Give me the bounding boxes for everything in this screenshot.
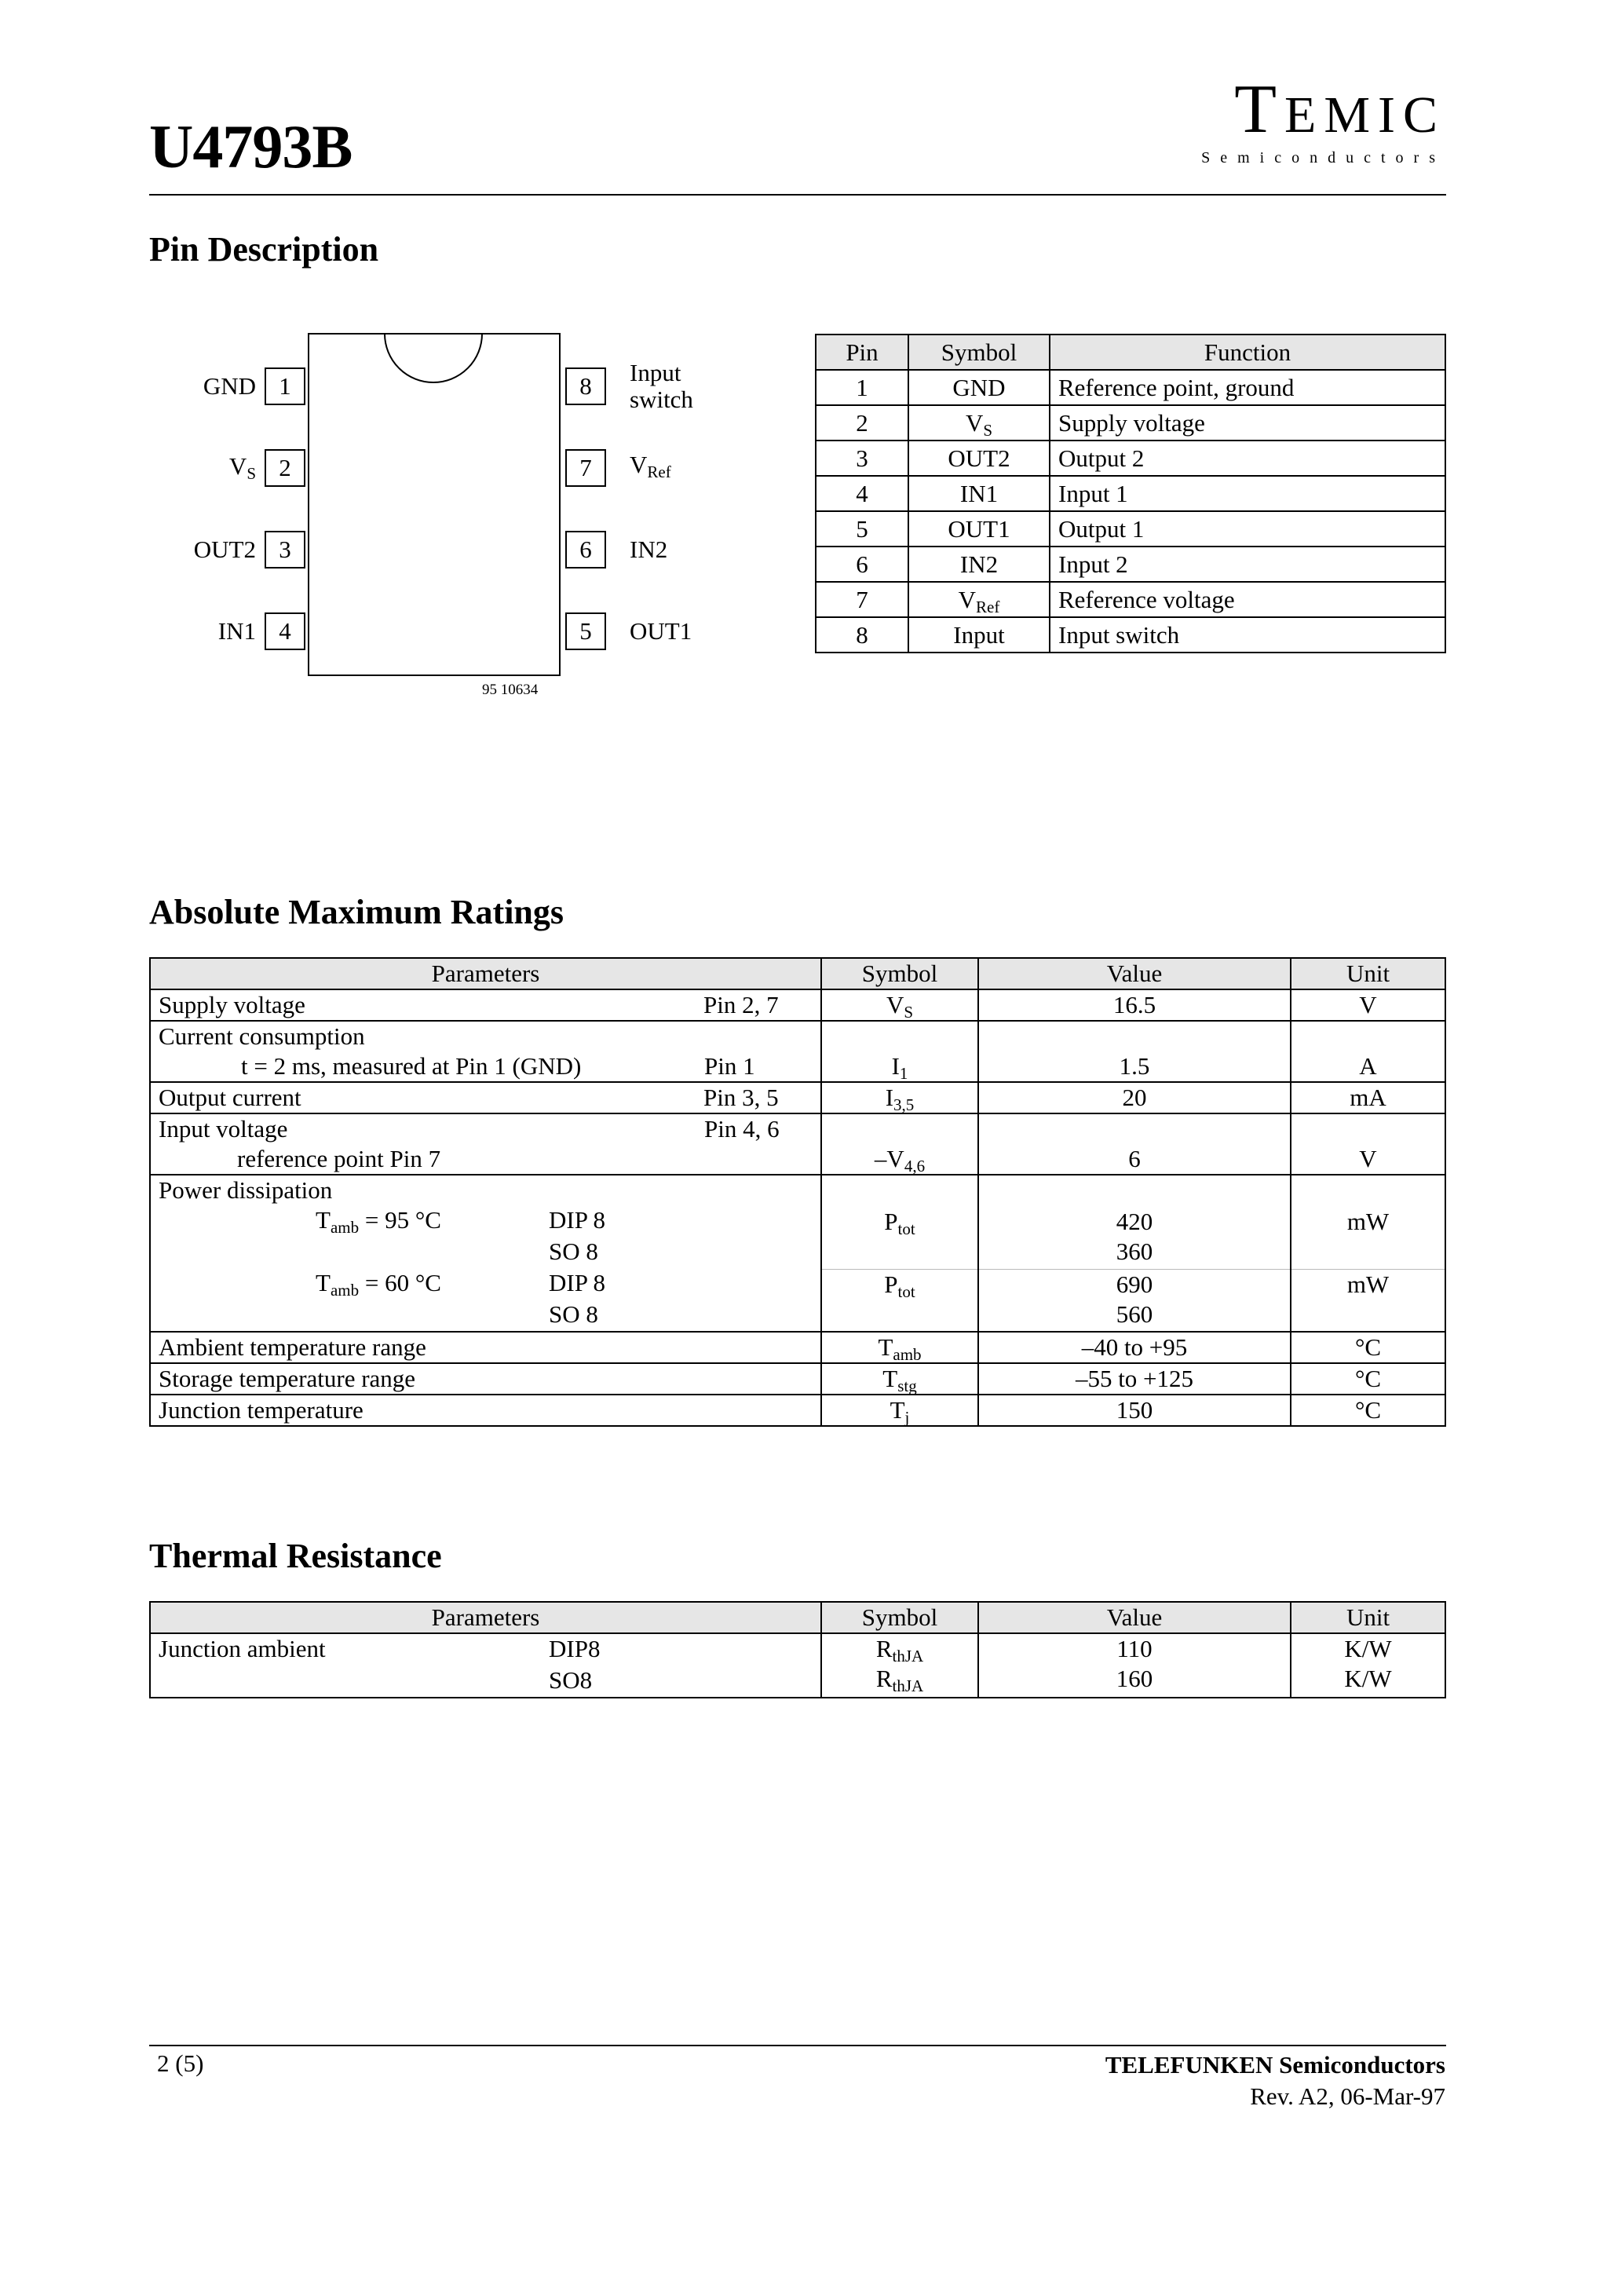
cell-value: 16.5 <box>978 989 1291 1021</box>
brand-name: TEMIC <box>1234 71 1445 148</box>
pin-label-vs: $V_S$ <box>228 452 256 483</box>
cell-function: Output 1 <box>1050 511 1445 547</box>
table-row <box>816 511 1445 547</box>
cell-symbol: IN2 <box>908 547 1050 582</box>
table-row <box>150 1395 1445 1426</box>
pin-number-6: 6 <box>565 531 606 569</box>
table-row <box>816 547 1445 582</box>
cell-unit: mA <box>1291 1082 1445 1113</box>
cell-symbol: OUT2 <box>908 441 1050 476</box>
cell-unit: K/W K/W <box>1291 1633 1445 1698</box>
cell-pin: 2 <box>816 405 908 441</box>
brand-subtitle: Semiconductors <box>1201 149 1445 166</box>
cell-symbol: $T_j$ <box>821 1395 978 1426</box>
cell-parameter: Supply voltage Pin 2, 7 <box>150 989 821 1021</box>
cell-value: 690 560 <box>978 1270 1291 1333</box>
pin-number-8: 8 <box>565 367 606 405</box>
col-header-function: Function <box>1050 335 1445 370</box>
cell-function: Reference voltage <box>1050 582 1445 617</box>
table-row <box>150 1082 1445 1113</box>
cell-symbol: $-V_{4,6}$ <box>821 1113 978 1175</box>
cell-function: Supply voltage <box>1050 405 1445 441</box>
pin-number-4: 4 <box>265 612 305 650</box>
cell-unit: °C <box>1291 1363 1445 1395</box>
col-header-parameters: Parameters <box>150 1602 821 1633</box>
cell-symbol: $I_1$ <box>821 1021 978 1082</box>
cell-function: Reference point, ground <box>1050 370 1445 405</box>
cell-unit: °C <box>1291 1395 1445 1426</box>
cell-parameter: Power dissipation $T_{amb} = 95$ °C DIP 8 SO 8 $T_{amb} = 60$ °C DIP 8 SO 8 <box>150 1175 821 1332</box>
cell-unit: V <box>1291 1113 1445 1175</box>
pin-number-5: 5 <box>565 612 606 650</box>
cell-unit: A <box>1291 1021 1445 1082</box>
pin-label-gnd: GND <box>203 372 256 400</box>
cell-unit: mW <box>1291 1270 1445 1333</box>
col-header-unit: Unit <box>1291 958 1445 989</box>
cell-value: –55 to +125 <box>978 1363 1291 1395</box>
pin-number-3: 3 <box>265 531 305 569</box>
cell-pin: 5 <box>816 511 908 547</box>
thermal-table <box>149 1601 1446 1698</box>
cell-value: 6 <box>978 1113 1291 1175</box>
cell-function: Input 1 <box>1050 476 1445 511</box>
cell-symbol: $R_{thJA}$ $R_{thJA}$ <box>821 1633 978 1698</box>
cell-pin: 7 <box>816 582 908 617</box>
cell-symbol: $T_{amb}$ <box>821 1332 978 1363</box>
cell-symbol: $P_{tot}$ <box>821 1270 978 1333</box>
pin-number-7: 7 <box>565 449 606 487</box>
pin-label-input-switch: Input switch <box>630 359 693 413</box>
absolute-max-table <box>149 957 1446 1427</box>
cell-pin: 3 <box>816 441 908 476</box>
brand-logo <box>1201 71 1445 167</box>
table-row <box>816 370 1445 405</box>
cell-parameter: Output current Pin 3, 5 <box>150 1082 821 1113</box>
cell-parameter: Current consumption t = 2 ms, measured at Pin 1 (GND) Pin 1 <box>150 1021 821 1082</box>
cell-symbol: $V_{Ref}$ <box>908 582 1050 617</box>
footer-revision: Rev. A2, 06-Mar-97 <box>1250 2082 1445 2110</box>
cell-parameter: Input voltage Pin 4, 6 reference point Pin 7 <box>150 1113 821 1175</box>
cell-symbol: IN1 <box>908 476 1050 511</box>
footer-rule <box>149 2045 1446 2046</box>
table-row <box>816 582 1445 617</box>
footer-info <box>1105 2049 1445 2112</box>
cell-symbol: $P_{tot}$ <box>821 1175 978 1270</box>
cell-symbol: $V_S$ <box>821 989 978 1021</box>
cell-value: –40 to +95 <box>978 1332 1291 1363</box>
section-title-absolute-max: Absolute Maximum Ratings <box>149 893 564 931</box>
pin-label-vref: $V_{Ref}$ <box>630 451 671 481</box>
thermal-table-header <box>150 1602 1445 1633</box>
package-notch <box>385 334 482 382</box>
page-number: 2 (5) <box>157 2049 204 2077</box>
cell-function: Input switch <box>1050 617 1445 653</box>
cell-value: 110 160 <box>978 1633 1291 1698</box>
col-header-symbol: Symbol <box>908 335 1050 370</box>
cell-function: Input 2 <box>1050 547 1445 582</box>
section-title-pin-description: Pin Description <box>149 230 379 269</box>
cell-value: 20 <box>978 1082 1291 1113</box>
table-row <box>150 1633 1445 1698</box>
pin-label-in1: IN1 <box>217 617 256 645</box>
cell-function: Output 2 <box>1050 441 1445 476</box>
table-row <box>816 405 1445 441</box>
cell-unit: V <box>1291 989 1445 1021</box>
pin-label-out2: OUT2 <box>193 536 256 563</box>
part-number: U4793B <box>149 112 353 181</box>
table-row <box>816 441 1445 476</box>
cell-pin: 6 <box>816 547 908 582</box>
pin-table <box>815 334 1446 653</box>
cell-parameter: Junction ambient DIP8 SO8 <box>150 1633 821 1698</box>
table-row <box>150 989 1445 1021</box>
pin-number-2: 2 <box>265 449 305 487</box>
pin-number-1: 1 <box>265 367 305 405</box>
table-row <box>816 476 1445 511</box>
cell-symbol: GND <box>908 370 1050 405</box>
cell-unit: mW <box>1291 1175 1445 1270</box>
cell-symbol: Input <box>908 617 1050 653</box>
table-row <box>816 617 1445 653</box>
table-row <box>150 1363 1445 1395</box>
table-row <box>150 1021 1445 1082</box>
cell-symbol: $I_{3,5}$ <box>821 1082 978 1113</box>
footer-company: TELEFUNKEN Semiconductors <box>1105 2051 1445 2078</box>
cell-pin: 1 <box>816 370 908 405</box>
cell-symbol: OUT1 <box>908 511 1050 547</box>
table-row <box>150 1175 1445 1270</box>
absmax-table-header <box>150 958 1445 989</box>
col-header-parameters: Parameters <box>150 958 821 989</box>
col-header-symbol: Symbol <box>821 1602 978 1633</box>
cell-parameter: Junction temperature <box>150 1395 821 1426</box>
cell-parameter: Storage temperature range <box>150 1363 821 1395</box>
pin-label-in2: IN2 <box>630 536 668 563</box>
pin-table-header <box>816 335 1445 370</box>
pin-label-out1: OUT1 <box>630 617 692 645</box>
cell-value: 420 360 <box>978 1175 1291 1270</box>
section-title-thermal: Thermal Resistance <box>149 1537 442 1575</box>
cell-parameter: Ambient temperature range <box>150 1332 821 1363</box>
cell-pin: 8 <box>816 617 908 653</box>
col-header-value: Value <box>978 1602 1291 1633</box>
cell-symbol: $V_S$ <box>908 405 1050 441</box>
cell-unit: °C <box>1291 1332 1445 1363</box>
cell-pin: 4 <box>816 476 908 511</box>
col-header-value: Value <box>978 958 1291 989</box>
table-row <box>150 1332 1445 1363</box>
header-rule <box>149 194 1446 196</box>
ic-package-outline <box>298 330 569 679</box>
cell-value: 1.5 <box>978 1021 1291 1082</box>
col-header-pin: Pin <box>816 335 908 370</box>
cell-symbol: $T_{stg}$ <box>821 1363 978 1395</box>
figure-id: 95 10634 <box>482 682 539 698</box>
col-header-unit: Unit <box>1291 1602 1445 1633</box>
table-row <box>150 1113 1445 1175</box>
cell-value: 150 <box>978 1395 1291 1426</box>
col-header-symbol: Symbol <box>821 958 978 989</box>
